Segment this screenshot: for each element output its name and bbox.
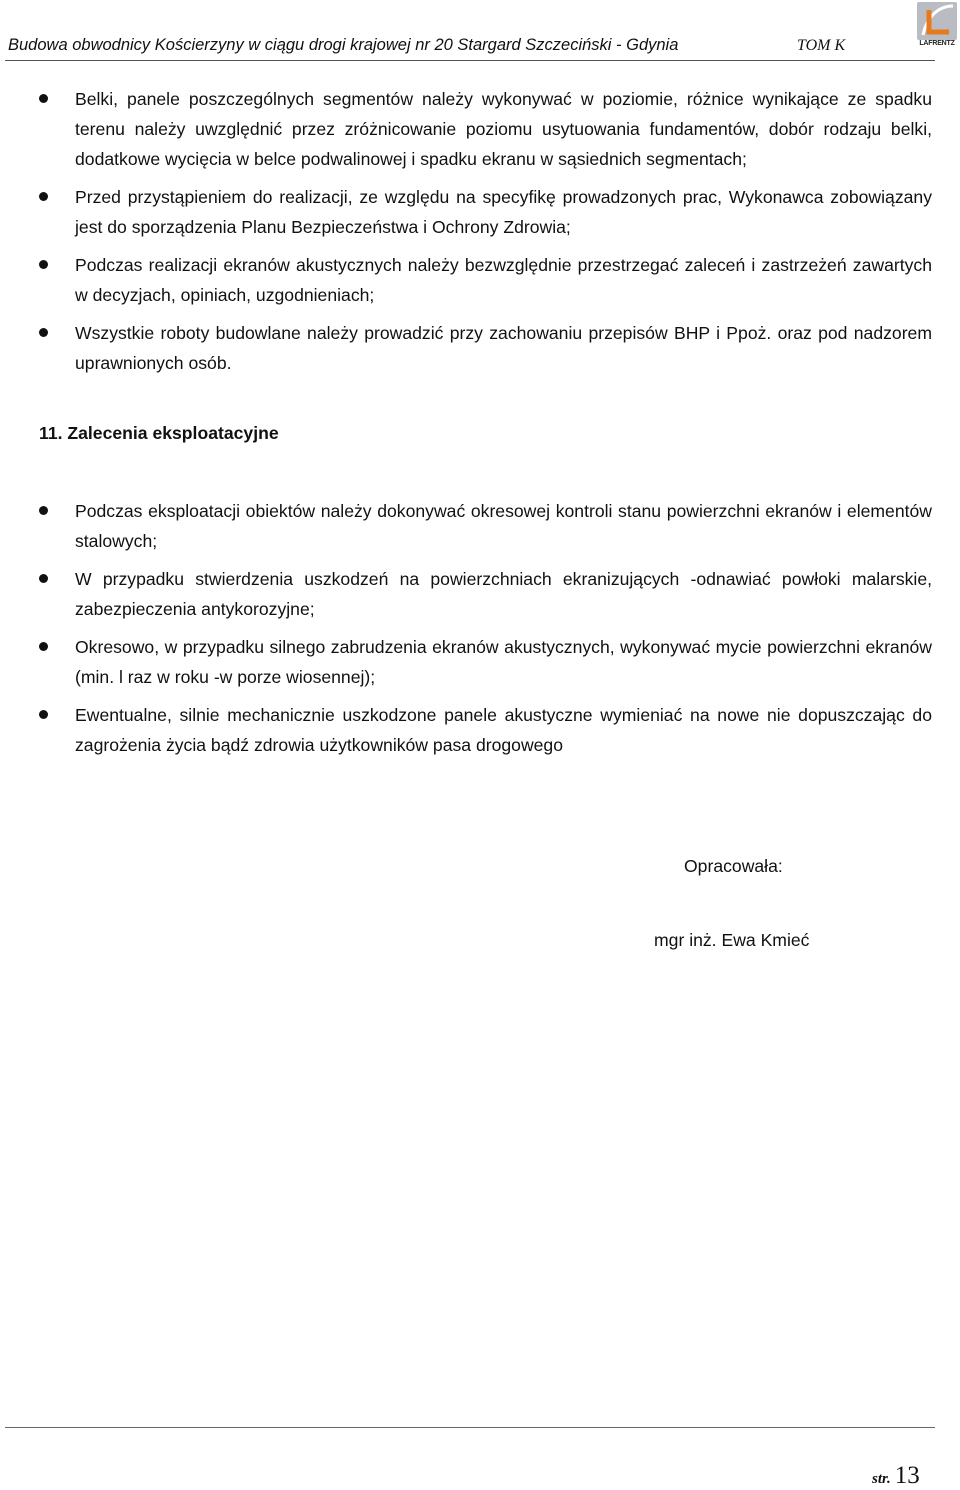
page-number-value: 13 (894, 1462, 920, 1489)
bullet-icon (39, 192, 48, 201)
document-title: Budowa obwodnicy Kościerzyny w ciągu drogi krajowej nr 20 Stargard Szczeciński - Gdynia (8, 36, 679, 54)
list-item (0, 250, 960, 310)
header-divider (5, 60, 935, 61)
list-item-text: Belki, panele poszczególnych segmentów należy wykonywać w poziomie, różnice wynikające ze spadku terenu należy uwzględnić przez zróżnicowanie poziomu usytuowania fundamentów, dobór rodzaju belki, dodatkowe wycięcia w belce podwalinowej i spadku ekranu w sąsiednich segmentach; (75, 89, 932, 169)
page-label: str. (872, 1471, 891, 1487)
page-number (872, 1462, 920, 1490)
bullet-icon (39, 94, 48, 103)
list-item (0, 182, 960, 242)
bullet-list-requirements (0, 84, 960, 386)
list-item-text: W przypadku stwierdzenia uszkodzeń na powierzchniach ekranizujących -odnawiać powłoki malarskie, zabezpieczenia antykorozyjne; (75, 569, 932, 619)
logo-wordmark: LAFRENTZ (919, 40, 955, 47)
list-item-text: Podczas realizacji ekranów akustycznych należy bezwzględnie przestrzegać zaleceń i zastrzeżeń zawartych w decyzjach, opiniach, uzgodnieniach; (75, 255, 932, 305)
list-item-text: Podczas eksploatacji obiektów należy dokonywać okresowej kontroli stanu powierzchni ekranów i elementów stalowych; (75, 501, 932, 551)
list-item (0, 632, 960, 692)
bullet-list-maintenance (0, 496, 960, 768)
list-item (0, 700, 960, 760)
bullet-icon (39, 710, 48, 719)
bullet-icon (39, 642, 48, 651)
list-item-text: Wszystkie roboty budowlane należy prowadzić przy zachowaniu przepisów BHP i Ppoż. oraz pod nadzorem uprawnionych osób. (75, 323, 932, 373)
bullet-icon (39, 260, 48, 269)
footer-divider (5, 1427, 935, 1428)
list-item-text: Przed przystąpieniem do realizacji, ze względu na specyfikę prowadzonych prac, Wykonawca zobowiązany jest do sporządzenia Planu Bezpieczeństwa i Ochrony Zdrowia; (75, 187, 932, 237)
signature-label: Opracowała: (684, 856, 783, 876)
signature-name: mgr inż. Ewa Kmieć (654, 930, 810, 950)
list-item (0, 84, 960, 174)
list-item (0, 318, 960, 378)
page-header (6, 36, 958, 60)
list-item-text: Okresowo, w przypadku silnego zabrudzenia ekranów akustycznych, wykonywać mycie powierzchni ekranów (min. l raz w roku -w porze wiosennej); (75, 637, 932, 687)
section-heading: 11. Zalecenia eksploatacyjne (39, 423, 279, 443)
bullet-icon (39, 328, 48, 337)
logo-mark (917, 2, 957, 40)
bullet-icon (39, 574, 48, 583)
list-item (0, 564, 960, 624)
bullet-icon (39, 506, 48, 515)
volume-label: TOM K (797, 37, 846, 54)
list-item (0, 496, 960, 556)
company-logo (917, 2, 957, 50)
logo-l-icon (917, 2, 957, 40)
list-item-text: Ewentualne, silnie mechanicznie uszkodzone panele akustyczne wymieniać na nowe nie dopuszczając do zagrożenia życia bądź zdrowia użytkowników pasa drogowego (75, 705, 932, 755)
